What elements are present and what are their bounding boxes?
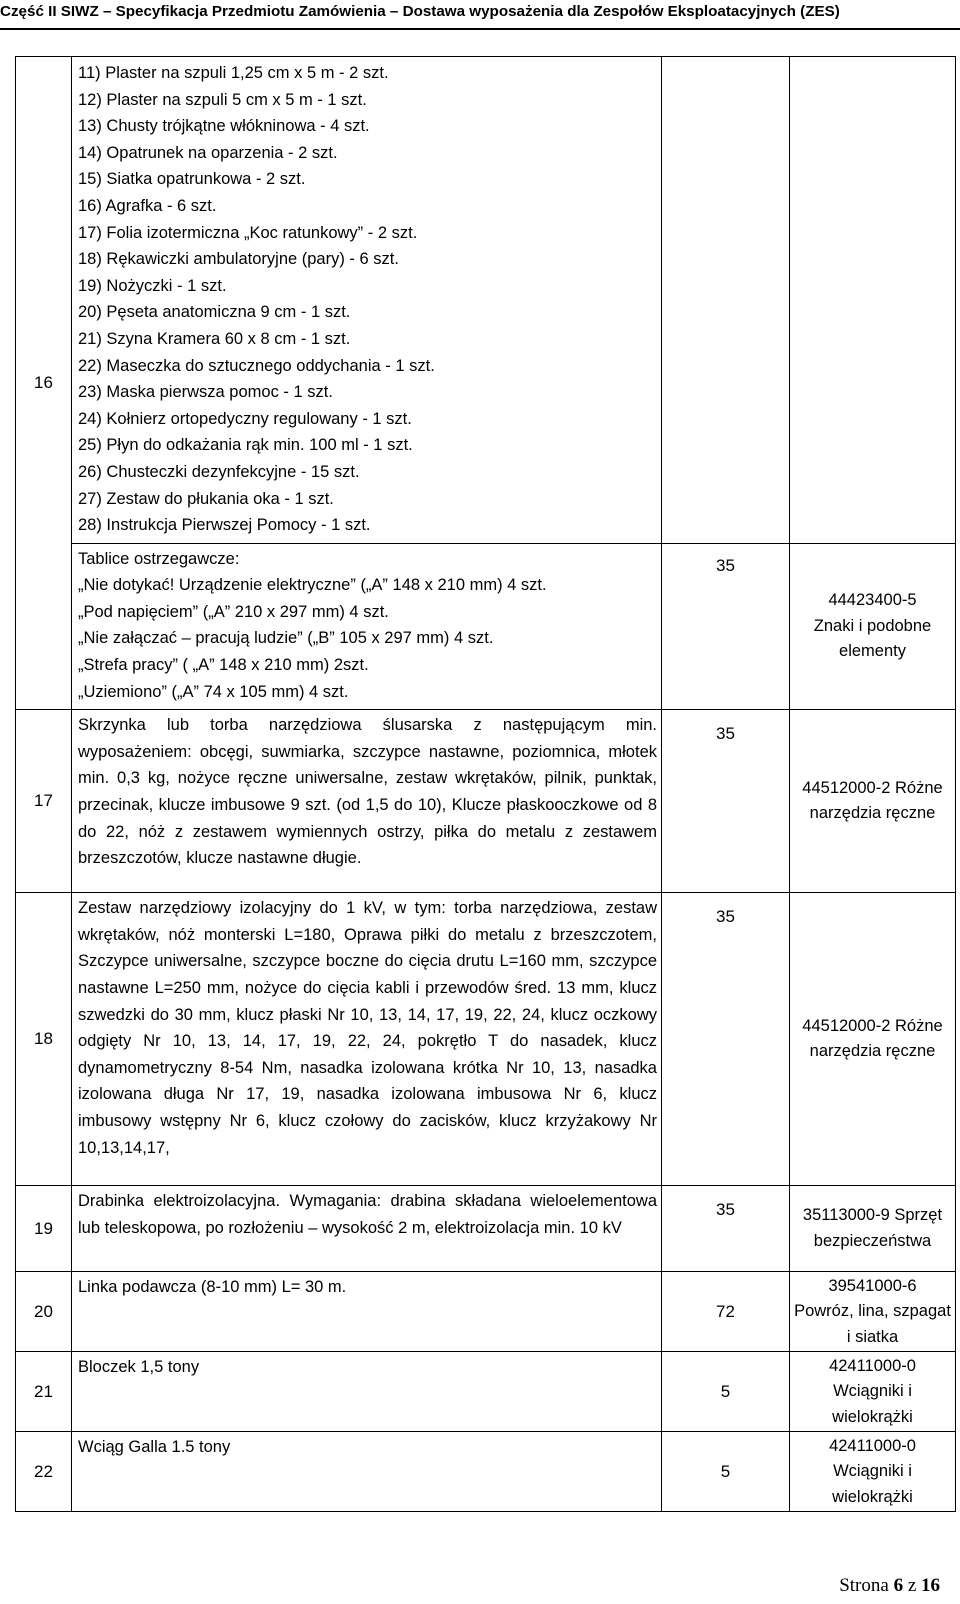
quantity-value: 35 (716, 724, 735, 744)
list-item: 11) Plaster na szpuli 1,25 cm x 5 m - 2 szt. (78, 64, 389, 82)
quantity-value: 5 (720, 1381, 731, 1401)
list-item: 22) Maseczka do sztucznego oddychania - 1 szt. (78, 356, 435, 375)
warning-signs (72, 543, 662, 710)
quantity (662, 893, 790, 1186)
cpv-line (794, 1203, 951, 1254)
quantity-value: 35 (716, 907, 735, 927)
cpv-code: 39541000-6 (828, 1276, 917, 1295)
total-pages: 16 (921, 1575, 940, 1596)
list-item: 28) Instrukcja Pierwszej Pomocy - 1 szt. (78, 516, 371, 535)
list-item: 14) Opatrunek na oparzenia - 2 szt. (78, 143, 338, 162)
footer-of: z (907, 1575, 917, 1596)
table-row (16, 1272, 956, 1352)
quantity-value: 35 (716, 555, 735, 575)
cpv-code: 42411000-0 (829, 1436, 916, 1455)
quantity (662, 1352, 790, 1432)
quantity (662, 1186, 790, 1272)
cpv-cell (790, 543, 956, 710)
row-number: 18 (16, 893, 72, 1186)
cpv-code: 44423400-5 (828, 591, 917, 610)
quantity (662, 1272, 790, 1352)
cpv-cell (790, 1432, 956, 1512)
signs-heading: Tablice ostrzegawcze: (78, 549, 240, 568)
quantity (662, 1432, 790, 1512)
document-header (0, 0, 960, 26)
cpv-name: Wciągniki i wielokrążki (832, 1462, 913, 1506)
table-row (16, 543, 956, 710)
cpv-code: 42411000-0 (829, 1356, 916, 1375)
table-row (16, 57, 956, 544)
list-item: 15) Siatka opatrunkowa - 2 szt. (78, 170, 306, 189)
quantity (662, 543, 790, 710)
cpv-name: Różne narzędzia ręczne (809, 1016, 943, 1061)
row-number: 19 (16, 1186, 72, 1272)
row-number: 21 (16, 1352, 72, 1432)
current-page: 6 (893, 1575, 904, 1596)
item-description: Bloczek 1,5 tony (72, 1352, 662, 1432)
list-item: 13) Chusty trójkątne włókninowa - 4 szt. (78, 117, 370, 136)
list-item: 21) Szyna Kramera 60 x 8 cm - 1 szt. (78, 329, 351, 348)
list-item: 25) Płyn do odkażania rąk min. 100 ml - 1 szt. (78, 436, 413, 455)
cpv-line (794, 776, 951, 827)
cpv-name: Sprzęt bezpieczeństwa (813, 1206, 943, 1250)
list-item: „Nie załączać – pracują ludzie” („B” 105 x 297 mm) 4 szt. (78, 629, 494, 648)
item-description: Skrzynka lub torba narzędziowa ślusarska z następującym min. wyposażeniem: obcęgi, suwmiarka, szczypce nastawne, poziomnica, młotek min. 0,3 kg, nożyce ręczne uniwersalne, zestaw wkrętaków, pilnik, punktak, przecinak, klucze imbusowe 9 szt. (od 1,5 do 10), Klucze płaskooczkowe od 8 do 22, nóż z zestawem wymiennych ostrzy, piłka do metalu z zestawem brzeszczotów, klucze nastawne długie. (72, 710, 662, 893)
list-item: 16) Agrafka - 6 szt. (78, 196, 217, 215)
table-row (16, 1432, 956, 1512)
row-number: 16 (16, 57, 72, 710)
list-item: 24) Kołnierz ortopedyczny regulowany - 1 szt. (78, 409, 412, 428)
qty-cell-empty (662, 57, 790, 544)
list-item: „Strefa pracy” ( „A” 148 x 210 mm) 2szt. (78, 656, 369, 675)
cpv-cell-empty (790, 57, 956, 544)
row-number: 22 (16, 1432, 72, 1512)
list-item: „Uziemiono” („A” 74 x 105 mm) 4 szt. (78, 682, 349, 701)
row-number: 17 (16, 710, 72, 893)
list-item: „Pod napięciem” („A” 210 x 297 mm) 4 szt. (78, 602, 389, 621)
cpv-code: 44512000-2 (802, 1016, 891, 1035)
footer-label: Strona (839, 1575, 889, 1596)
cpv-name: Wciągniki i wielokrążki (832, 1382, 913, 1426)
cpv-name: Różne narzędzia ręczne (809, 778, 943, 823)
cpv-name: Znaki i podobne elementy (813, 616, 932, 661)
quantity-value: 5 (720, 1461, 731, 1481)
header-title: Część II SIWZ – Specyfikacja Przedmiotu Zamówienia – Dostawa wyposażenia dla Zespołów Eksploatacyjnych (ZES) (0, 3, 840, 20)
cpv-name: Powróz, lina, szpagat i siatka (794, 1302, 951, 1346)
list-item: „Nie dotykać! Urządzenie elektryczne” („A” 148 x 210 mm) 4 szt. (78, 576, 547, 595)
specification-table (15, 56, 956, 1512)
page-footer (839, 1575, 940, 1597)
item-description: Zestaw narzędziowy izolacyjny do 1 kV, w tym: torba narzędziowa, zestaw wkrętaków, nóż monterski L=180, Oprawa piłki do metalu z brzeszczotem, Szczypce uniwersalne, szczypce boczne do cięcia drutu L=160 mm, szczypce nastawne L=250 mm, nożyce do cięcia kabli i przewodów śred. 13 mm, klucz szwedzki do 30 mm, klucz płaski Nr 10, 13, 14, 17, 19, 22, 24, klucz oczkowy odgięty Nr 10, 13, 14, 17, 19, 22, 24, pokrętło T do nasadek, klucz dynamometryczny 8-54 Nm, nasadka izolowana krótka Nr 10, 13, nasadka izolowana długa Nr 17, 19, nasadka izolowana imbusowa Nr 6, klucz imbusowy wstępny Nr 6, klucz czołowy do zacisków, klucz krzyżakowy Nr 10,13,14,17, (72, 893, 662, 1186)
quantity-value: 35 (716, 1200, 735, 1220)
list-item: 20) Pęseta anatomiczna 9 cm - 1 szt. (78, 303, 351, 322)
table-row (16, 1186, 956, 1272)
row-number: 20 (16, 1272, 72, 1352)
list-item: 18) Rękawiczki ambulatoryjne (pary) - 6 szt. (78, 250, 399, 269)
table-row (16, 1352, 956, 1432)
table-row (16, 893, 956, 1186)
list-item: 12) Plaster na szpuli 5 cm x 5 m - 1 szt. (78, 90, 367, 109)
item-description: Wciąg Galla 1.5 tony (72, 1432, 662, 1512)
table-row (16, 710, 956, 893)
cpv-cell (790, 893, 956, 1186)
header-divider (0, 28, 960, 30)
quantity (662, 710, 790, 893)
cpv-cell (790, 1186, 956, 1272)
cpv-code: 44512000-2 (802, 778, 891, 797)
list-item: 19) Nożyczki - 1 szt. (78, 276, 227, 295)
list-item: 17) Folia izotermiczna „Koc ratunkowy” - 2 szt. (78, 223, 418, 242)
list-item: 27) Zestaw do płukania oka - 1 szt. (78, 489, 334, 508)
list-item: 23) Maska pierwsza pomoc - 1 szt. (78, 383, 333, 402)
cpv-code: 35113000-9 (802, 1206, 890, 1225)
item-description: Linka podawcza (8-10 mm) L= 30 m. (72, 1272, 662, 1352)
item-description: Drabinka elektroizolacyjna. Wymagania: drabina składana wieloelementowa lub teleskopowa, po rozłożeniu – wysokość 2 m, elektroizolacja min. 10 kV (72, 1186, 662, 1272)
list-item: 26) Chusteczki dezynfekcyjne - 15 szt. (78, 462, 360, 481)
cpv-cell (790, 710, 956, 893)
item-list (72, 57, 662, 544)
quantity-value: 72 (716, 1301, 735, 1321)
cpv-cell (790, 1352, 956, 1432)
cpv-cell (790, 1272, 956, 1352)
cpv-line (794, 1014, 951, 1065)
